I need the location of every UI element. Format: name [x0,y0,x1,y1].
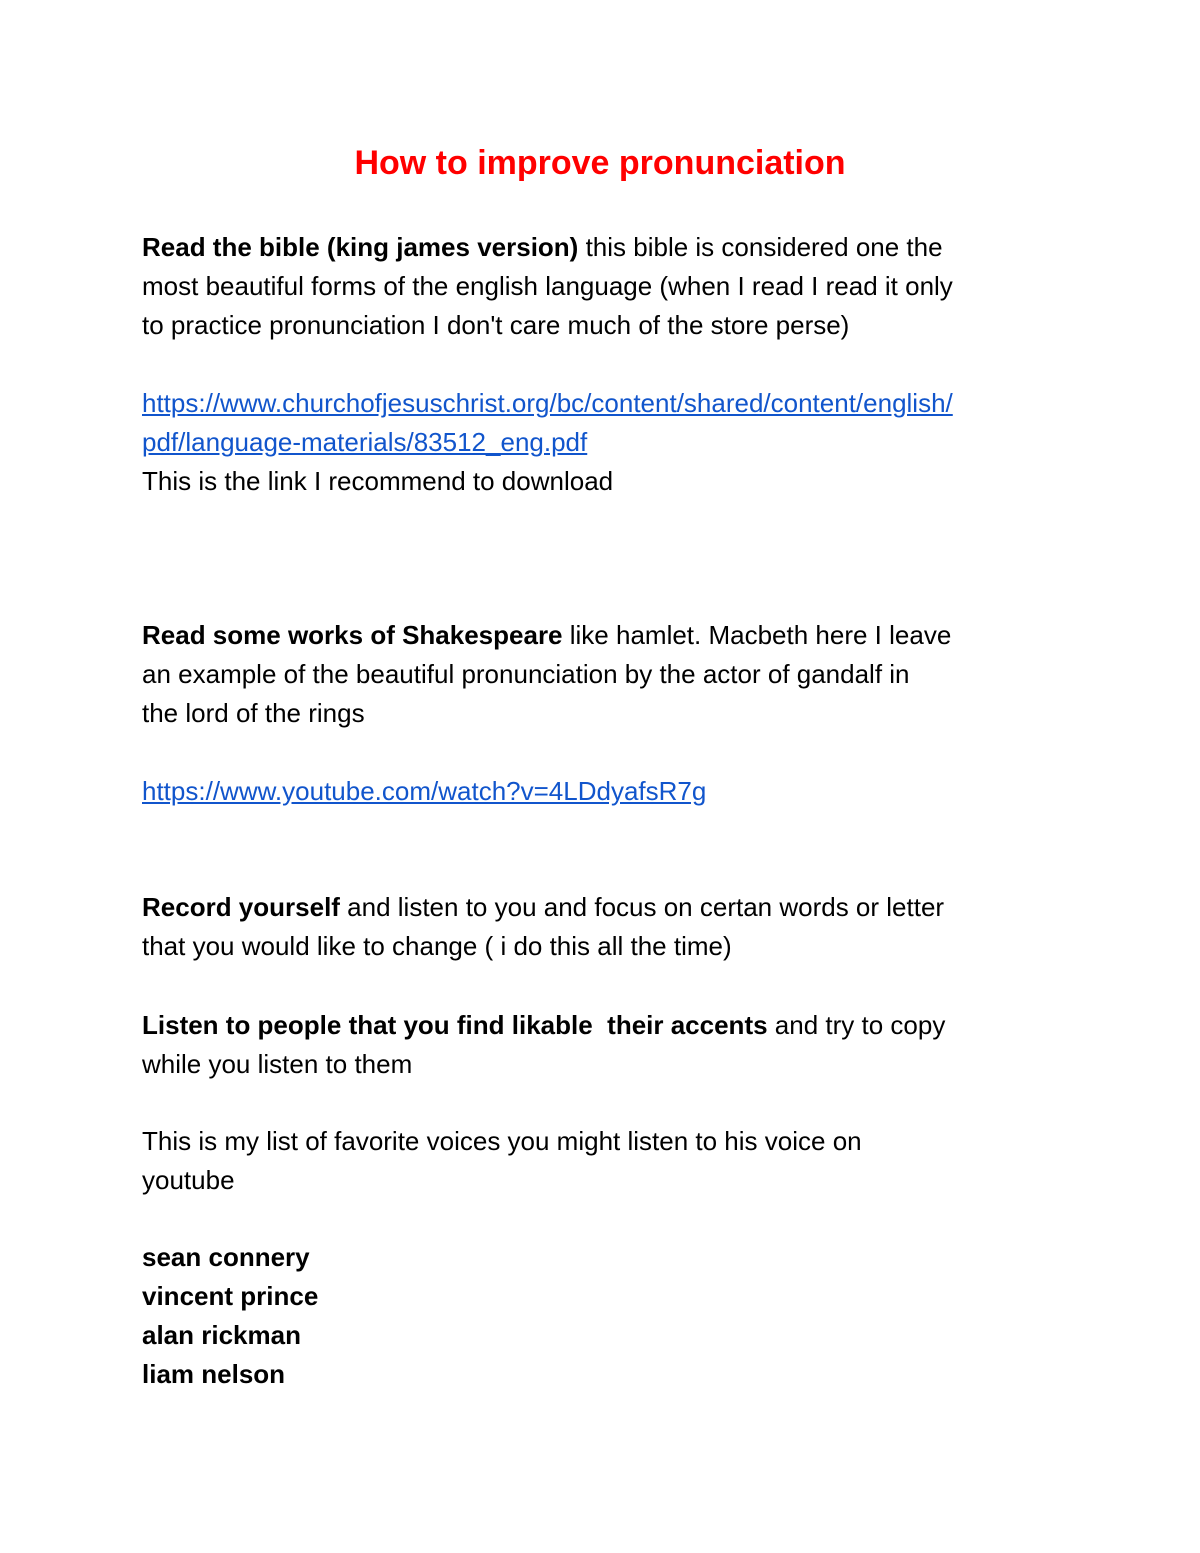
bible-link-paragraph [142,384,1072,501]
youtube-link-line [142,772,1072,811]
listen-heading-accents: their accents [607,1010,768,1040]
listen-heading: Listen to people that you find likable [142,1010,593,1040]
voices-paragraph [142,1122,1072,1200]
bible-link-line-2 [142,423,1072,462]
voices-line-1: This is my list of favorite voices you might listen to his voice on [142,1126,862,1156]
shakespeare-line-2: an example of the beautiful pronunciation by the actor of gandalf in [142,659,910,689]
listen-line-2: while you listen to them [142,1049,413,1079]
bible-line-1 [142,228,1072,267]
voices-line-2: youtube [142,1165,235,1195]
shakespeare-paragraph [142,616,1072,733]
bible-paragraph [142,228,1072,345]
page-title: How to improve pronunciation [354,144,846,182]
shakespeare-line-1-text: like hamlet. Macbeth here I leave [562,620,952,650]
bible-link-line-1 [142,384,1072,423]
voice-name: sean connery [142,1242,310,1272]
bible-heading: Read the bible (king james version) [142,232,579,262]
bible-link-part-1[interactable]: https://www.churchofjesuschrist.org/bc/content/shared/content/english/ [142,388,953,418]
listen-line-1-text: and try to copy [767,1010,946,1040]
bible-line-1-text: this bible is considered one the [578,232,943,262]
bible-line-3: to practice pronunciation I don't care much of the store perse) [142,310,850,340]
bible-recommend-text: This is the link I recommend to download [142,466,614,496]
record-line-2: that you would like to change ( i do this all the time) [142,931,732,961]
voice-name: alan rickman [142,1320,301,1350]
record-line-1 [142,888,1072,927]
bible-line-2: most beautiful forms of the english language (when I read I read it only [142,271,953,301]
record-heading: Record yourself [142,892,340,922]
record-line-1-text: and listen to you and focus on certan words or letter [339,892,945,922]
shakespeare-heading: Read some works of Shakespeare [142,620,563,650]
youtube-link-paragraph [142,772,1072,811]
shakespeare-line-3: the lord of the rings [142,698,365,728]
voices-list [142,1238,1072,1394]
listen-paragraph [142,1006,1072,1084]
listen-line-1 [142,1006,1072,1045]
record-paragraph [142,888,1072,966]
shakespeare-line-1 [142,616,1072,655]
bible-link-part-2[interactable]: pdf/language-materials/83512_eng.pdf [142,427,588,457]
voice-name: vincent prince [142,1281,319,1311]
voice-name: liam nelson [142,1359,286,1389]
youtube-link[interactable]: https://www.youtube.com/watch?v=4LDdyafsR7g [142,776,707,806]
